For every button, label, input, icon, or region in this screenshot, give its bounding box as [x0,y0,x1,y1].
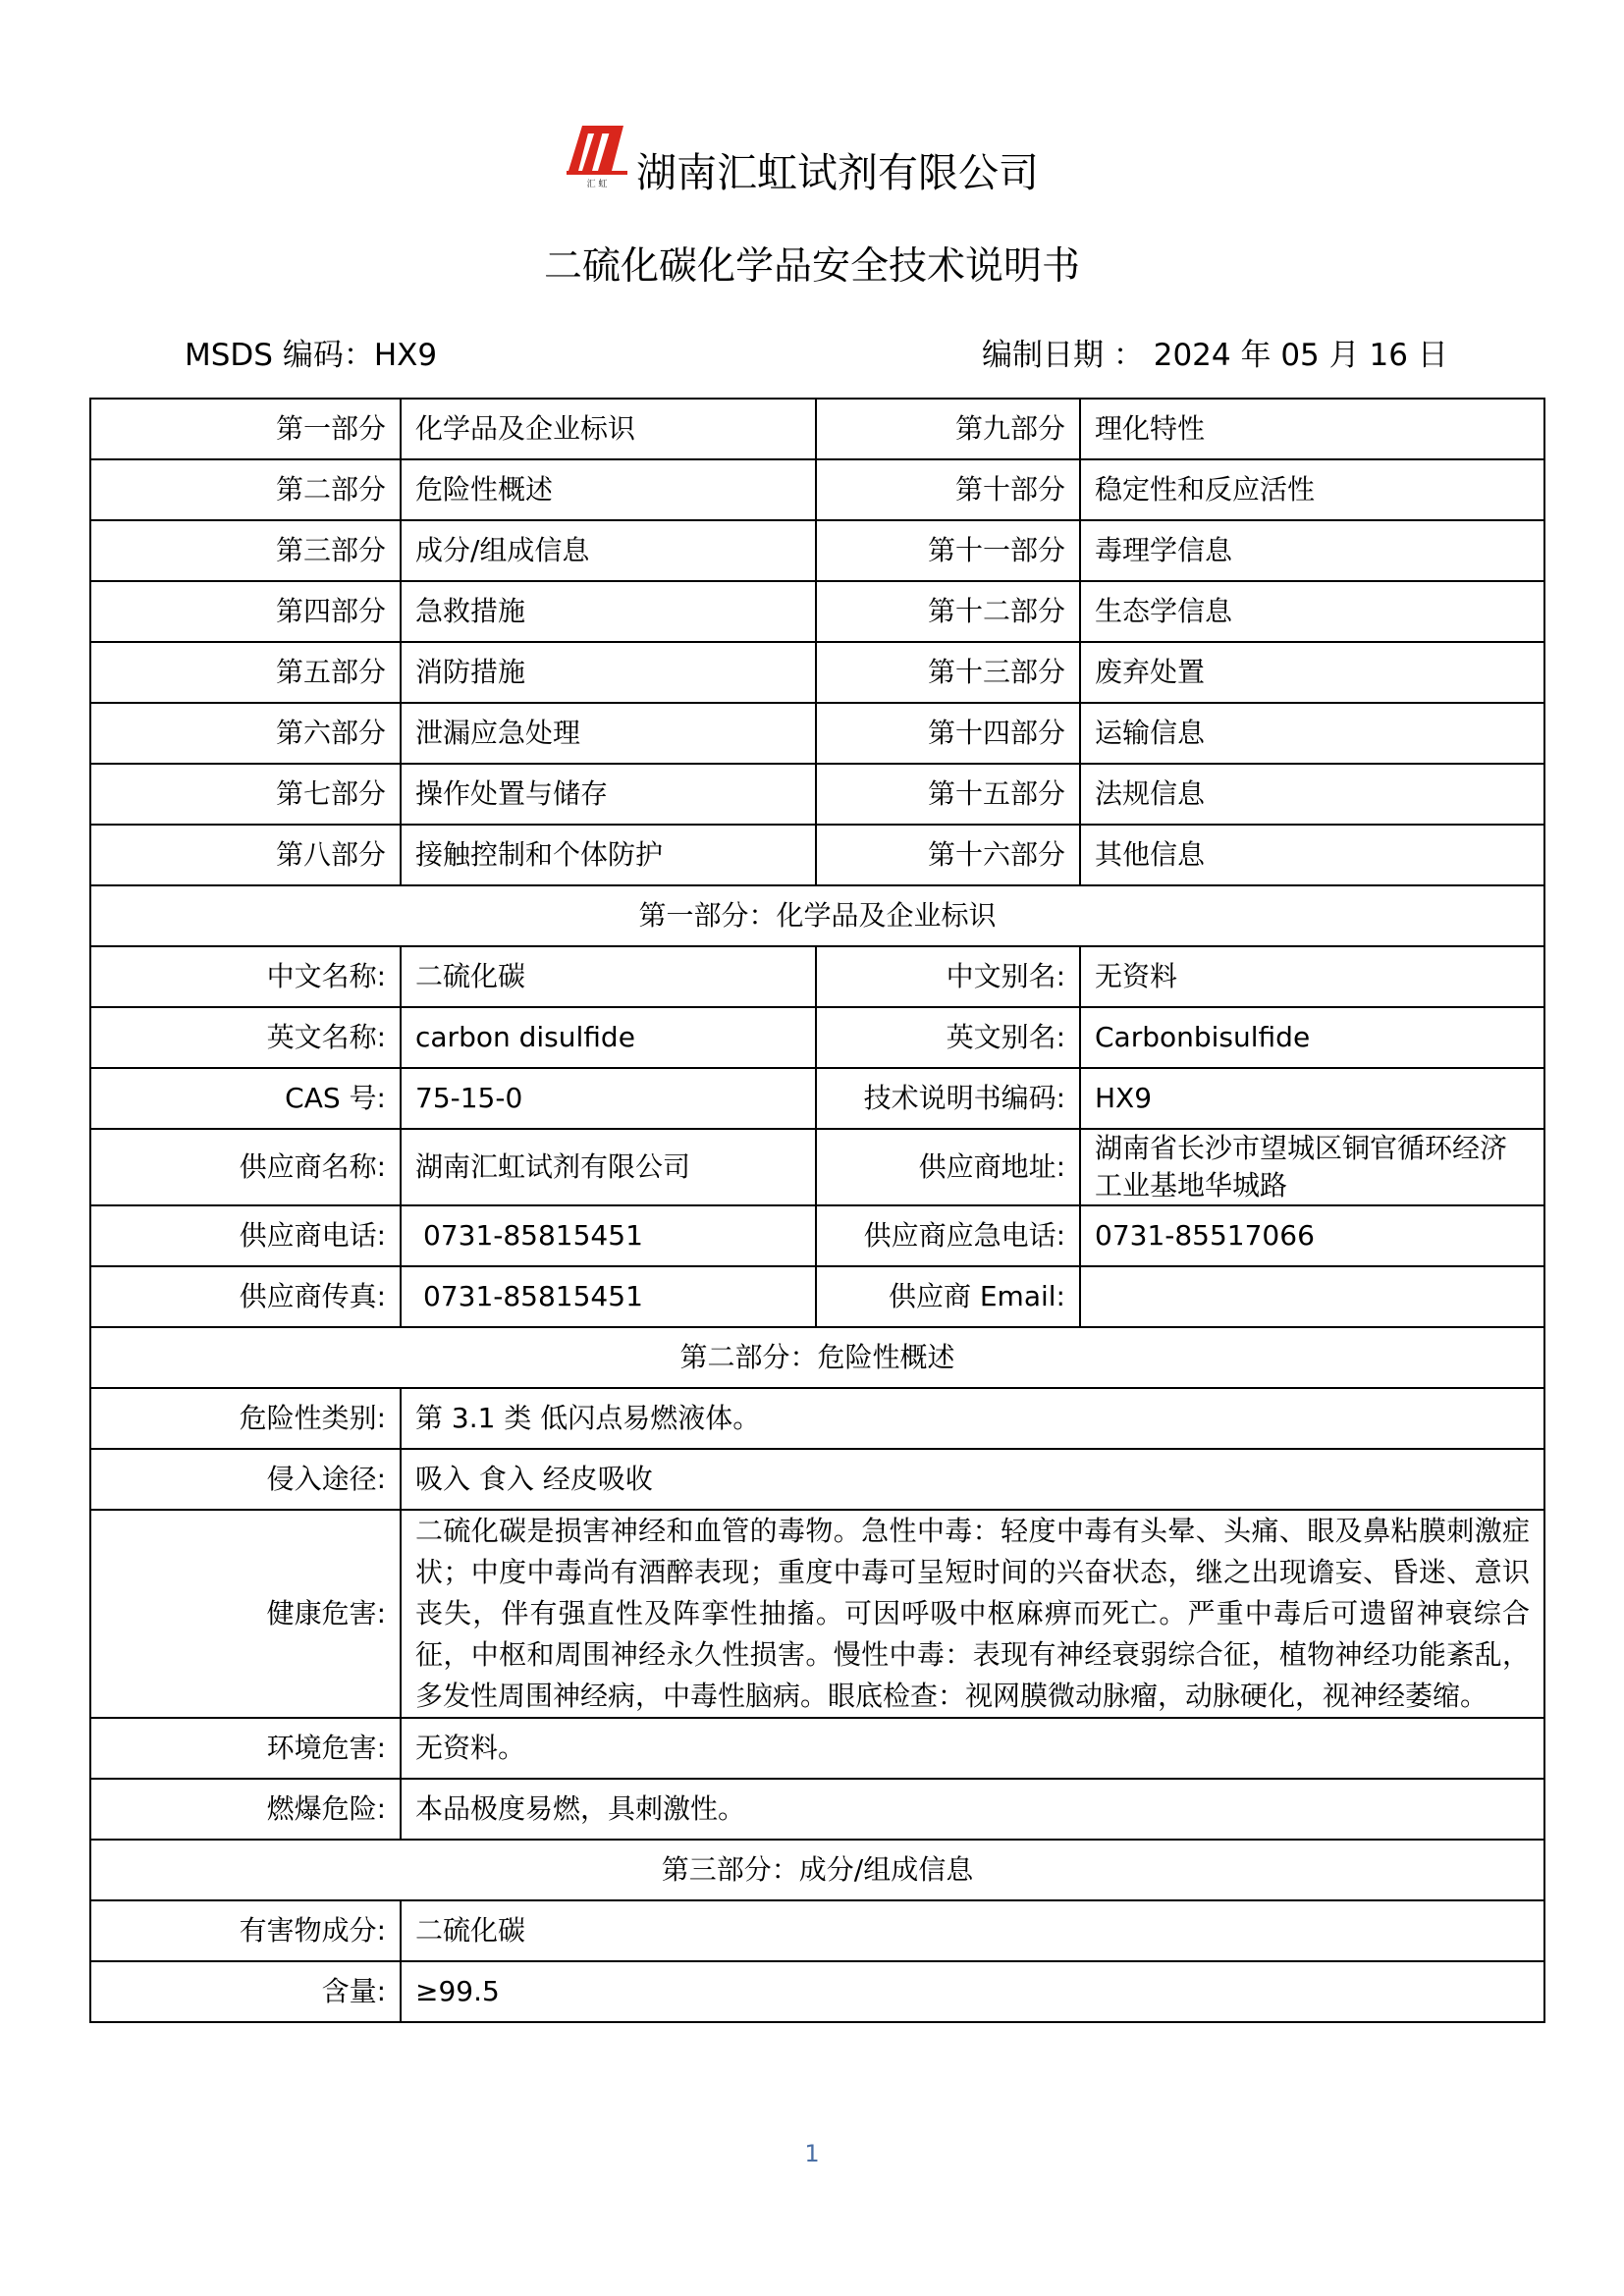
part2-title: 第二部分：危险性概述 [90,1327,1544,1388]
toc-part-name: 操作处置与储存 [401,764,816,825]
toc-part-name: 化学品及企业标识 [401,399,816,459]
toc-part-number: 第四部分 [90,581,401,642]
section-header-row [90,1327,1544,1388]
logo-caption: 汇 虹 [586,180,608,189]
field-label: 有害物成分: [90,1900,401,1961]
field-label: 侵入途径: [90,1449,401,1510]
field-value: 无资料 [1080,946,1544,1007]
toc-row [90,703,1544,764]
toc-row [90,764,1544,825]
part1-title: 第一部分：化学品及企业标识 [90,885,1544,946]
toc-row [90,520,1544,581]
field-label: 供应商应急电话: [816,1205,1080,1266]
toc-part-number: 第十三部分 [816,642,1080,703]
toc-part-number: 第一部分 [90,399,401,459]
toc-part-name: 成分/组成信息 [401,520,816,581]
table-row [90,1449,1544,1510]
toc-part-number: 第十一部分 [816,520,1080,581]
table-row [90,1510,1544,1718]
field-label: 英文别名: [816,1007,1080,1068]
field-label: 英文名称: [90,1007,401,1068]
toc-row [90,459,1544,520]
msds-code-line [185,334,437,377]
table-row [90,1068,1544,1129]
toc-row [90,642,1544,703]
field-value: 无资料。 [401,1718,1544,1779]
toc-part-name: 法规信息 [1080,764,1544,825]
table-row [90,1007,1544,1068]
toc-part-number: 第十六部分 [816,825,1080,885]
field-value: 吸入 食入 经皮吸收 [401,1449,1544,1510]
page-number: 1 [804,2140,820,2167]
part3-title: 第三部分：成分/组成信息 [90,1840,1544,1900]
toc-part-name: 理化特性 [1080,399,1544,459]
table-row [90,1779,1544,1840]
company-name: 湖南汇虹试剂有限公司 [636,149,1039,196]
field-value: HX9 [1080,1068,1544,1129]
field-label: 健康危害: [90,1510,401,1718]
field-value: 二硫化碳 [401,1900,1544,1961]
table-row [90,946,1544,1007]
toc-part-name: 急救措施 [401,581,816,642]
field-value: 本品极度易燃，具刺激性。 [401,1779,1544,1840]
section-header-row [90,885,1544,946]
document-title: 二硫化碳化学品安全技术说明书 [543,244,1080,289]
toc-part-name: 危险性概述 [401,459,816,520]
toc-part-number: 第十二部分 [816,581,1080,642]
toc-part-number: 第二部分 [90,459,401,520]
field-label: 中文名称: [90,946,401,1007]
toc-part-name: 生态学信息 [1080,581,1544,642]
field-label: 危险性类别: [90,1388,401,1449]
toc-part-number: 第十四部分 [816,703,1080,764]
field-value: 0731-85517066 [1080,1205,1544,1266]
toc-part-number: 第五部分 [90,642,401,703]
msds-table [89,398,1545,2023]
field-value: 二硫化碳 [401,946,816,1007]
field-label: 供应商 Email: [816,1266,1080,1327]
field-label: 燃爆危险: [90,1779,401,1840]
toc-part-name: 其他信息 [1080,825,1544,885]
toc-part-number: 第三部分 [90,520,401,581]
field-label: 含量: [90,1961,401,2022]
field-label: CAS 号: [90,1068,401,1129]
field-value: 湖南汇虹试剂有限公司 [401,1129,816,1205]
table-row [90,1266,1544,1327]
field-value: carbon disulfide [401,1007,816,1068]
field-label: 环境危害: [90,1718,401,1779]
table-row [90,1900,1544,1961]
toc-part-number: 第九部分 [816,399,1080,459]
date-label: 编制日期 ： [982,338,1144,373]
toc-part-name: 泄漏应急处理 [401,703,816,764]
field-value: 第 3.1 类 低闪点易燃液体。 [401,1388,1544,1449]
field-label: 供应商电话: [90,1205,401,1266]
table-row [90,1388,1544,1449]
health-hazard-text: 二硫化碳是损害神经和血管的毒物。急性中毒：轻度中毒有头晕、头痛、眼及鼻粘膜刺激症状；中度中毒尚有酒醉表现；重度中毒可呈短时间的兴奋状态，继之出现谵妄、昏迷、意识丧失，伴有强直性及阵挛性抽搐。可因呼吸中枢麻痹而死亡。严重中毒后可遗留神衰综合征，中枢和周围神经永久性损害。慢性中毒：表现有神经衰弱综合征，植物神经功能紊乱，多发性周围神经病，中毒性脑病。眼底检查：视网膜微动脉瘤，动脉硬化，视神经萎缩。 [401,1510,1544,1718]
toc-part-name: 消防措施 [401,642,816,703]
field-value: ≥99.5 [401,1961,1544,2022]
field-value: 0731-85815451 [401,1205,816,1266]
field-label: 供应商名称: [90,1129,401,1205]
toc-part-name: 废弃处置 [1080,642,1544,703]
toc-part-number: 第十部分 [816,459,1080,520]
field-value: 0731-85815451 [401,1266,816,1327]
date-line [982,334,1448,377]
table-row [90,1718,1544,1779]
toc-part-number: 第六部分 [90,703,401,764]
field-label: 供应商地址: [816,1129,1080,1205]
toc-part-number: 第七部分 [90,764,401,825]
toc-part-name: 接触控制和个体防护 [401,825,816,885]
table-row [90,1129,1544,1205]
supplier-address: 湖南省长沙市望城区铜官循环经济工业基地华城路 [1080,1129,1544,1205]
field-value: 75-15-0 [401,1068,816,1129]
field-label: 中文别名: [816,946,1080,1007]
field-label: 技术说明书编码: [816,1068,1080,1129]
table-row [90,1205,1544,1266]
table-row [90,1961,1544,2022]
toc-part-name: 运输信息 [1080,703,1544,764]
hui-hong-logo-icon [561,116,633,190]
field-value: Carbonbisulfide [1080,1007,1544,1068]
toc-part-number: 第十五部分 [816,764,1080,825]
document-header [0,116,1624,204]
toc-part-name: 稳定性和反应活性 [1080,459,1544,520]
toc-row [90,825,1544,885]
date-value: 2024 年 05 月 16 日 [1153,338,1448,373]
msds-code-value: HX9 [373,338,438,373]
field-value [1080,1266,1544,1327]
field-label: 供应商传真: [90,1266,401,1327]
toc-row [90,399,1544,459]
section-header-row [90,1840,1544,1900]
toc-row [90,581,1544,642]
msds-code-label: MSDS 编码： [185,338,374,373]
toc-part-name: 毒理学信息 [1080,520,1544,581]
toc-part-number: 第八部分 [90,825,401,885]
